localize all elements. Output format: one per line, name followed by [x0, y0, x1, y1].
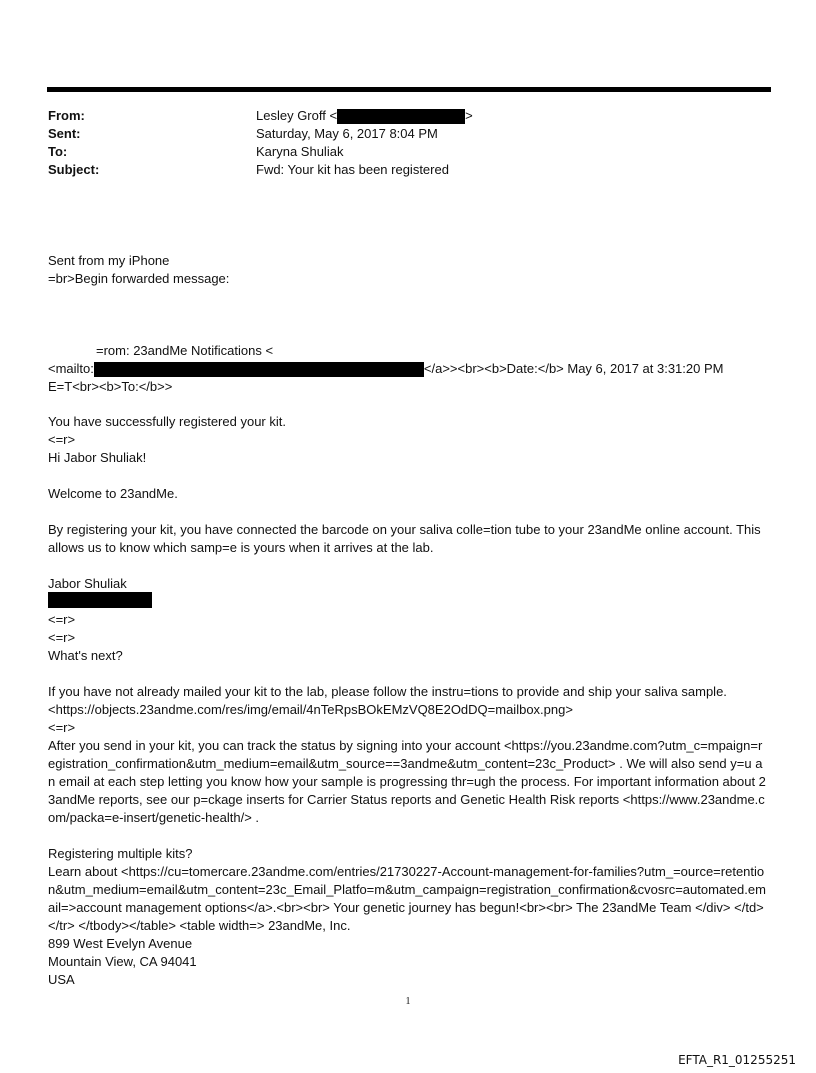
multiple-kits-line: Registering multiple kits?: [48, 846, 193, 861]
greeting-line: Hi Jabor Shuliak!: [48, 450, 147, 465]
to-label: To:: [48, 144, 68, 159]
registered-line: You have successfully registered your kit.: [48, 414, 286, 429]
learn-paragraph: Learn about <https://cu=tomercare.23andme.com/entries/21730227-Account-management-for-families?utm_=ource=retention&utm_medium=email&utm_content=23c_Email_Platfo=m&utm_campaign=registration_confirmation&cvosrc=automated.email=>account management options</a>.<br><br> Your genetic journey has begun!<br><br> The 23andMe Team </div> </td> </tr> </tbody></table> <table width=> 23andMe, Inc.: [48, 864, 766, 933]
br-line: <=r>: [48, 630, 76, 645]
sent-from-line: Sent from my iPhone: [48, 253, 170, 268]
from-label: From:: [48, 108, 85, 123]
forwarded-from-line: =rom: 23andMe Notifications <: [96, 343, 274, 358]
whats-next-line: What's next?: [48, 648, 123, 663]
address-line: USA: [48, 972, 75, 987]
mailbox-link-line: <https://objects.23andme.com/res/img/email/4nTeRpsBOkEMzVQ8E2OdDQ=mailbox.png>: [48, 702, 573, 717]
address-line: 899 West Evelyn Avenue: [48, 936, 193, 951]
redaction-box: [48, 592, 152, 608]
mailto-prefix: <mailto:: [48, 361, 94, 376]
welcome-line: Welcome to 23andMe.: [48, 486, 178, 501]
redaction-box: [337, 109, 465, 124]
br-line: <=r>: [48, 612, 76, 627]
from-value: [256, 108, 473, 124]
page-number: 1: [405, 996, 411, 1007]
to-value: Karyna Shuliak: [256, 144, 344, 159]
begin-forwarded-line: =br>Begin forwarded message:: [48, 271, 230, 286]
sent-value: Saturday, May 6, 2017 8:04 PM: [256, 126, 438, 141]
from-close: >: [465, 108, 473, 123]
mailto-suffix: </a>><br><b>Date:</b> May 6, 2017 at 3:31:20 PM: [423, 361, 724, 376]
bates-number: EFTA_R1_01255251: [678, 1053, 796, 1067]
name-line: Jabor Shuliak: [48, 576, 127, 591]
et-line: E=T<br><b>To:</b>>: [48, 379, 173, 394]
br-line: <=r>: [48, 720, 76, 735]
track-paragraph: After you send in your kit, you can track the status by signing into your account <https://you.23andme.com?utm_c=mpaign=registration_confirmation&utm_medium=email&utm_source==3andme&utm_content=23c_Product> . We will also send y=u an email at each step letting you know how your sample is progressing thr=ugh the process. For important information about 23andMe reports, see our p=ckage inserts for Carrier Status reports and Genetic Health Risk reports <https://www.23andme.com/packa=e-insert/genetic-health/> .: [48, 738, 766, 825]
address-line: Mountain View, CA 94041: [48, 954, 197, 969]
subject-value: Fwd: Your kit has been registered: [256, 162, 449, 177]
br-line: <=r>: [48, 432, 76, 447]
sent-label: Sent:: [48, 126, 81, 141]
mailto-line: [48, 360, 723, 378]
from-name: Lesley Groff <: [256, 108, 338, 123]
subject-label: Subject:: [48, 162, 100, 177]
redaction-box: [94, 362, 424, 377]
registering-paragraph: By registering your kit, you have connected the barcode on your saliva colle=tion tube to your 23andMe online account. This allows us to know which samp=e is yours when it arrives at the lab.: [48, 522, 761, 555]
mail-instructions-line: If you have not already mailed your kit to the lab, please follow the instru=tions to provide and ship your saliva sample.: [48, 684, 727, 699]
header-rule: [47, 87, 771, 92]
